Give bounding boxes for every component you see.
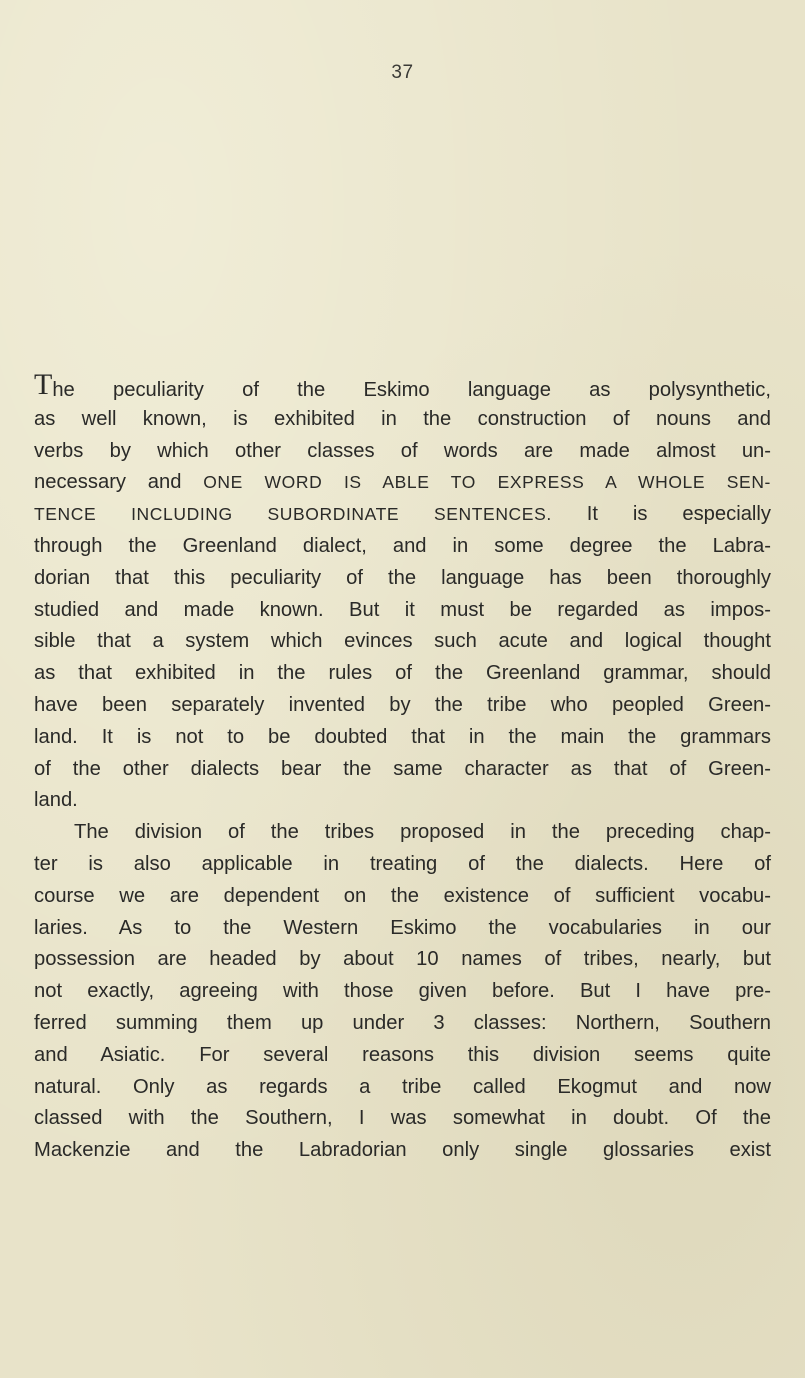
line-text: necessary and — [34, 471, 204, 494]
text-line — [34, 499, 771, 531]
text-line — [34, 368, 771, 404]
text-line: as that exhibited in the rules of the Greenland grammar, should — [34, 662, 771, 685]
text-line: course we are dependent on the existence of sufficient vocabu- — [34, 884, 771, 907]
text-line: The division of the tribes proposed in the preceding chap- — [74, 821, 771, 844]
drop-cap: T — [34, 368, 53, 401]
emphasis-text: ONE WORD IS ABLE TO EXPRESS A WHOLE SEN- — [203, 472, 771, 493]
paragraph-1 — [34, 368, 771, 817]
text-line: verbs by which other classes of words are made almost un- — [34, 439, 771, 462]
text-line — [34, 467, 771, 499]
text-line: possession are headed by about 10 names of tribes, nearly, but — [34, 948, 771, 971]
text-line: and Asiatic. For several reasons this division seems quite — [34, 1043, 771, 1066]
text-line: not exactly, agreeing with those given before. But I have pre- — [34, 980, 771, 1003]
emphasis-text: TENCE INCLUDING SUBORDINATE SENTENCES. — [34, 504, 552, 525]
text-line: dorian that this peculiarity of the language has been thoroughly — [34, 566, 771, 589]
page-text — [34, 368, 771, 1167]
text-line: classed with the Southern, I was somewhat in doubt. Of the — [34, 1107, 771, 1130]
text-line: land. — [34, 789, 78, 812]
paragraph-2 — [34, 817, 771, 1167]
text-line: land. It is not to be doubted that in the main the grammars — [34, 725, 771, 748]
line-text: It is especially — [551, 503, 771, 526]
text-line: have been separately invented by the tribe who peopled Green- — [34, 693, 771, 716]
text-line: of the other dialects bear the same character as that of Green- — [34, 757, 771, 780]
text-line: ferred summing them up under 3 classes: Northern, Southern — [34, 1011, 771, 1034]
text-line: ter is also applicable in treating of the dialects. Here of — [34, 852, 771, 875]
text-line: natural. Only as regards a tribe called Ekogmut and now — [34, 1075, 771, 1098]
text-line: Mackenzie and the Labradorian only single glossaries exist — [34, 1139, 771, 1162]
text-line: through the Greenland dialect, and in some degree the Labra- — [34, 534, 771, 557]
page-number: 37 — [391, 62, 414, 83]
text-line: as well known, is exhibited in the construction of nouns and — [34, 407, 771, 430]
text-line: studied and made known. But it must be regarded as impos- — [34, 598, 771, 621]
line-text: he peculiarity of the Eskimo language as polysynthetic, — [52, 379, 771, 401]
text-line: sible that a system which evinces such acute and logical thought — [34, 630, 771, 653]
text-line: laries. As to the Western Eskimo the vocabularies in our — [34, 916, 771, 939]
